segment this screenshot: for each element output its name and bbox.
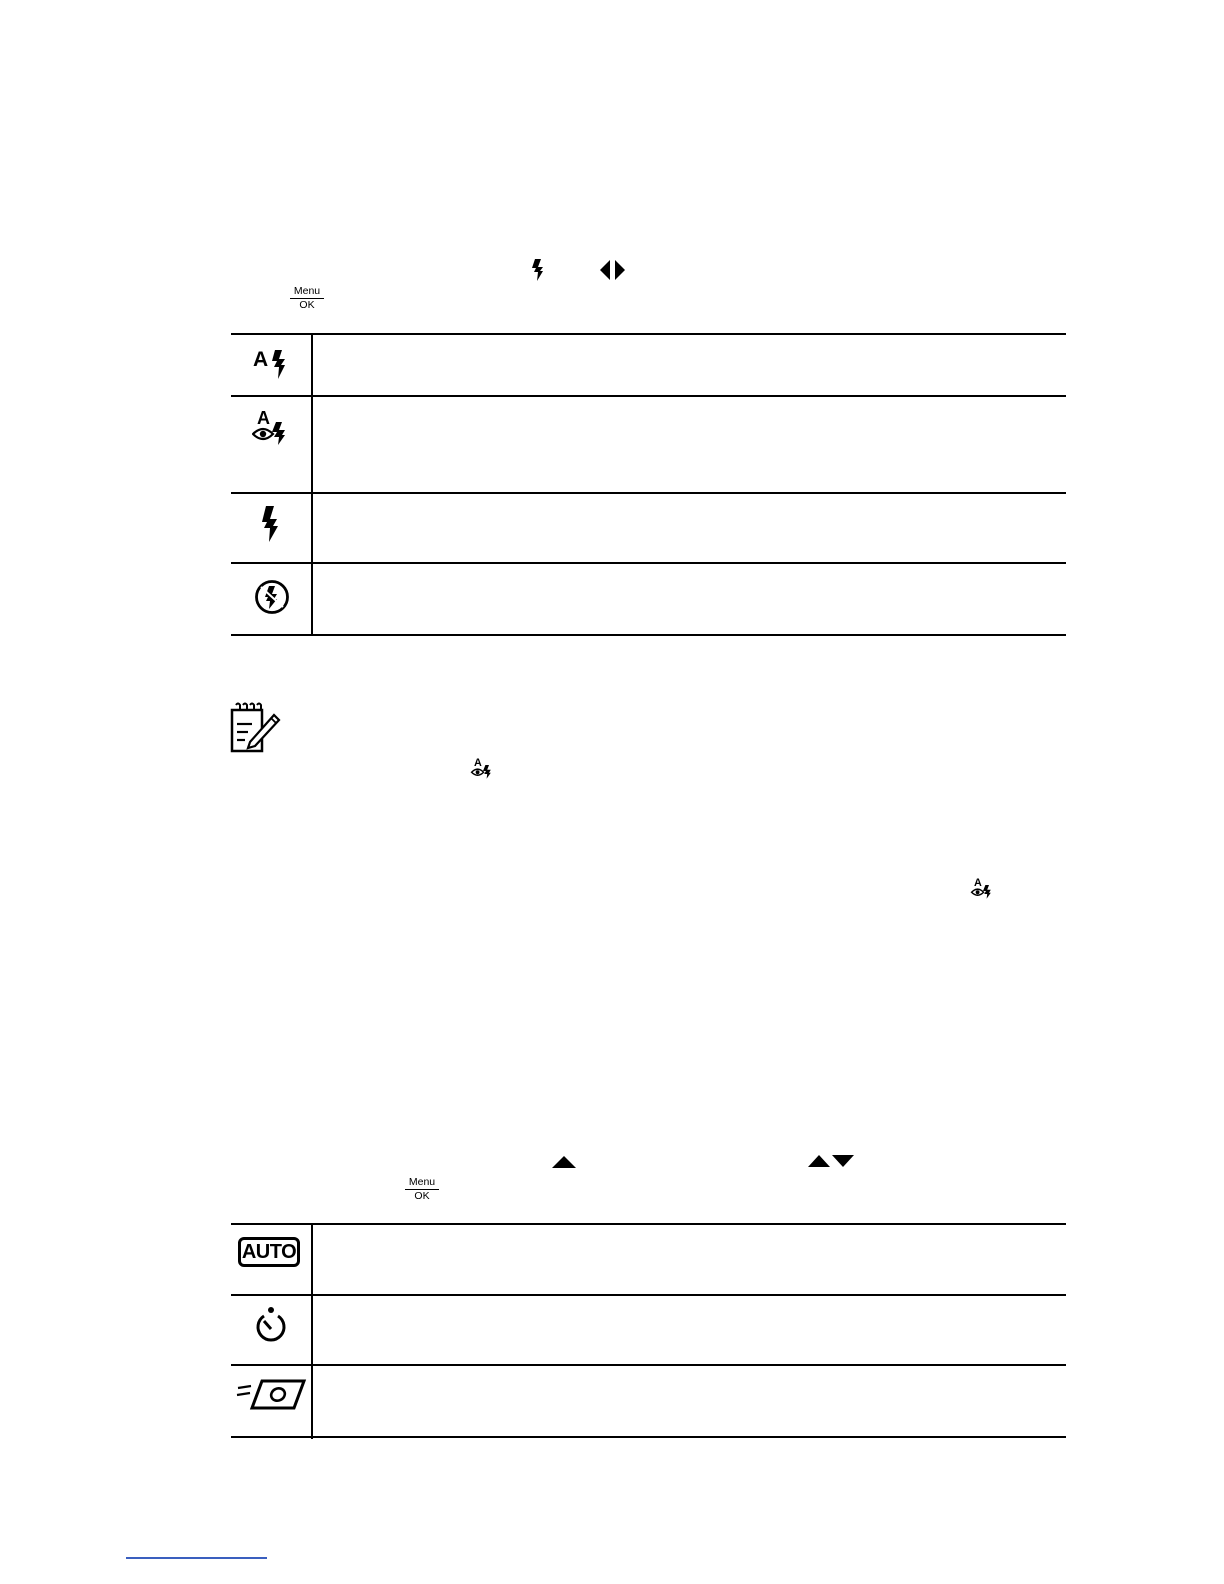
- auto-icon-label: AUTO: [241, 1241, 297, 1263]
- flash-off-icon: [254, 579, 290, 615]
- auto-flash-icon: [252, 346, 292, 382]
- ok-label: OK: [414, 1190, 430, 1202]
- self-timer-icon: [254, 1307, 290, 1347]
- menu-ok-button: [405, 1177, 439, 1202]
- burst-icon: [236, 1378, 308, 1412]
- flash-icon: [531, 259, 545, 281]
- drive-mode-table: [231, 1223, 1066, 1439]
- svg-text:A: A: [257, 408, 270, 428]
- left-right-arrows-icon: [599, 260, 627, 280]
- svg-text:A: A: [474, 757, 482, 770]
- menu-ok-button: [290, 286, 324, 311]
- svg-text:A: A: [974, 877, 982, 890]
- auto-icon: [238, 1237, 300, 1267]
- flash-on-icon: [261, 506, 283, 542]
- red-eye-reduction-icon: [970, 876, 996, 900]
- note-pad-icon: [228, 702, 282, 756]
- up-arrow-icon: [552, 1155, 576, 1169]
- up-down-arrows-icon: [808, 1154, 854, 1168]
- ok-label: OK: [299, 299, 315, 311]
- red-eye-reduction-icon: [252, 407, 292, 447]
- red-eye-reduction-icon: [470, 756, 496, 780]
- menu-label: Menu: [405, 1177, 439, 1190]
- svg-text:A: A: [253, 348, 269, 371]
- footer-link-underline: [126, 1557, 267, 1559]
- flash-settings-table: [231, 333, 1066, 636]
- menu-label: Menu: [290, 286, 324, 299]
